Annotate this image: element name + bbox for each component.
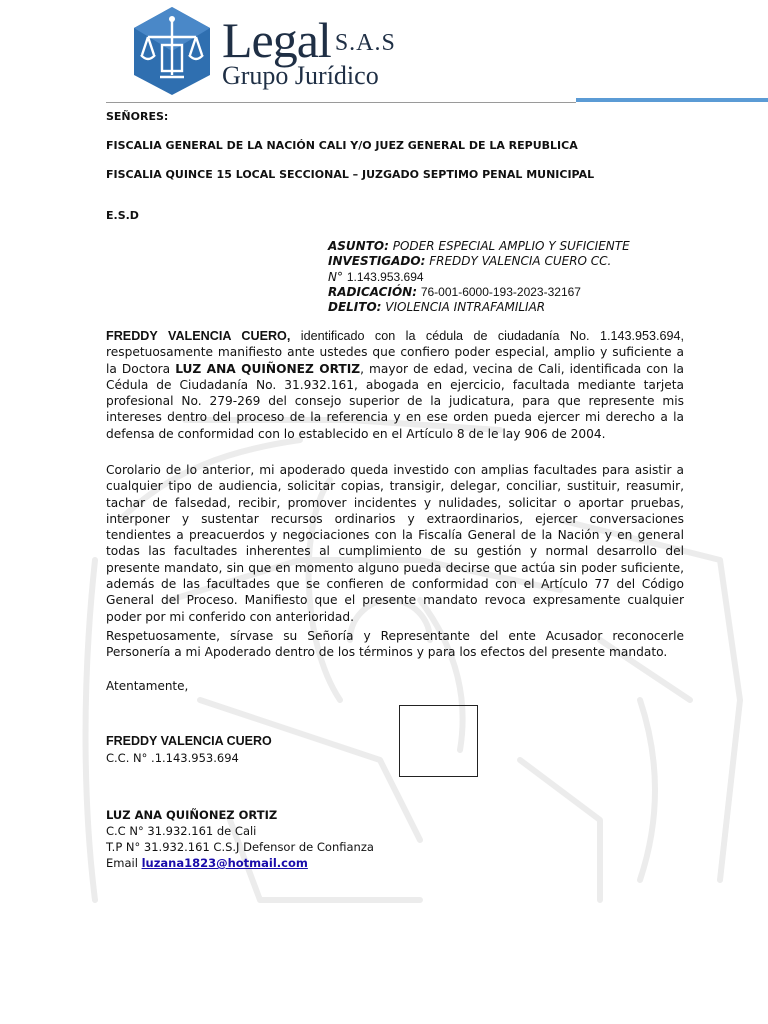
header-divider [106, 102, 576, 103]
logo-wordmark [222, 12, 396, 90]
grantor-name: FREDDY VALENCIA CUERO [106, 734, 272, 748]
grantor-id: C.C. N° .1.143.953.694 [106, 751, 239, 765]
asunto-value: PODER ESPECIAL AMPLIO Y SUFICIENTE [392, 239, 630, 253]
attorney-name: LUZ ANA QUIÑONEZ ORTIZ [106, 808, 278, 822]
radicacion-line [328, 285, 630, 300]
attorney-tp: T.P N° 31.932.161 C.S.J Defensor de Confianza [106, 840, 374, 854]
signature-box [399, 705, 478, 777]
asunto-line [328, 239, 630, 254]
investigado-value: FREDDY VALENCIA CUERO CC. [429, 254, 612, 269]
delito-line [328, 300, 630, 315]
grantor-name-inline: FREDDY VALENCIA CUERO, [106, 329, 291, 343]
p1-id-text: identificado con la cédula de ciudadanía No. 1.143.953.694, [290, 329, 684, 343]
email-link[interactable]: luzana1823@hotmail.com [141, 856, 308, 870]
scales-of-justice-icon [132, 5, 212, 97]
numero-line [328, 270, 630, 285]
company-logo [132, 5, 432, 101]
addressee-2: FISCALIA QUINCE 15 LOCAL SECCIONAL – JUZGADO SEPTIMO PENAL MUNICIPAL [106, 168, 595, 181]
p1-text-c: , mayor de edad, vecina de Cali, identificada con la Cédula de Ciudadanía No. 31.932.161, abogada en ejercicio, facultada mediante tarjeta profesional No. 279-269 del consejo superior de la judicatura, para que represente mis intereses dentro del proceso de la referencia y en ese orden pueda ejercer mi derecho a la defensa de conformidad con lo establecido en el Artículo 8 de le lay 906 de 2004. [106, 361, 684, 441]
logo-name: Legal [222, 12, 331, 68]
radicacion-label: RADICACIÓN: [328, 284, 417, 299]
p1-text-b: respetuosamente manifiesto ante ustedes que confiero poder especial, amplio y suficiente a la Doctora [106, 345, 684, 376]
logo-suffix: S.A.S [334, 30, 396, 56]
attorney-name-inline: LUZ ANA QUIÑONEZ ORTIZ [175, 361, 361, 376]
email-line [106, 856, 308, 870]
attorney-id: C.C N° 31.932.161 de Cali [106, 824, 257, 838]
delito-label: DELITO: [328, 300, 382, 315]
email-label: Email [106, 856, 142, 870]
paragraph-3: Respetuosamente, sírvase su Señoría y Representante del ente Acusador reconocerle Personería a mi Apoderado dentro de los términos y para los efectos del presente mandato. [106, 629, 684, 660]
closing: Atentamente, [106, 679, 189, 693]
investigado-line [328, 254, 630, 269]
asunto-label: ASUNTO: [328, 239, 389, 253]
paragraph-1 [106, 328, 684, 442]
reference-block [328, 239, 630, 315]
numero-value: 1.143.953.694 [346, 269, 424, 284]
numero-prefix: N° [328, 269, 343, 284]
header-accent-bar [576, 98, 768, 102]
delito-value: VIOLENCIA INTRAFAMILIAR [385, 300, 546, 315]
investigado-label: INVESTIGADO: [328, 254, 426, 269]
paragraph-2: Corolario de lo anterior, mi apoderado queda investido con amplias facultades para asistir a cualquier tipo de audiencia, solicitar copias, transigir, delegar, conciliar, sustituir, reasumir, tachar de falsedad, recibir, promover incidentes y nulidades, solicitar o aportar pruebas, interponer y sustentar recursos ordinarios y extraordinarios, ejercer conversaciones tendientes a preacuerdos y negociaciones con la Fiscalía General de la Nación y en general todas las facultades inherentes al cumplimiento de su gestión y normal desarrollo del presente mandato, sin que en momento alguno pueda decirse que actúa sin poder suficiente, además de las facultades que se confieren de conformidad con el Artículo 77 del Código General del Proceso. Manifiesto que el presente mandato revoca expresamente cualquier poder por mi conferido con anterioridad. [106, 463, 684, 624]
logo-tagline: Grupo Jurídico [222, 61, 379, 90]
radicacion-value: 76-001-6000-193-2023-32167 [420, 284, 581, 299]
esd: E.S.D [106, 209, 139, 222]
addressee-1: FISCALIA GENERAL DE LA NACIÓN CALI Y/O JUEZ GENERAL DE LA REPUBLICA [106, 139, 578, 152]
greeting: SEÑORES: [106, 110, 169, 123]
